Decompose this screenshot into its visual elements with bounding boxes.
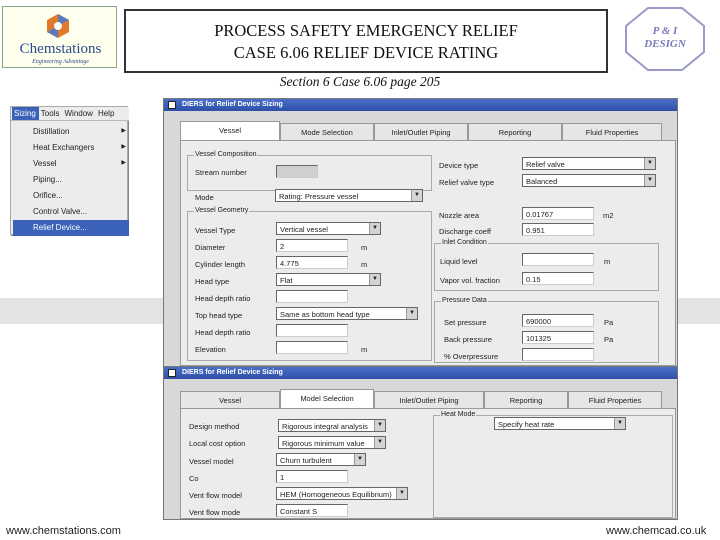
menu-item-label: Relief Device... <box>33 223 87 232</box>
tab-fluid-properties[interactable]: Fluid Properties <box>562 123 662 140</box>
chevron-down-icon[interactable]: ▼ <box>644 175 655 186</box>
relief-valve-type-label: Relief valve type <box>439 178 495 187</box>
menu-sizing[interactable]: Sizing <box>12 107 39 120</box>
vessel-panel <box>180 140 676 366</box>
menu-tools[interactable]: Tools <box>40 109 60 118</box>
head-depth-ratio-label: Head depth ratio <box>195 294 251 303</box>
discharge-coeff-field[interactable]: 0.951 <box>522 223 594 236</box>
mode-value: Rating: Pressure vessel <box>279 192 359 201</box>
elevation-field[interactable] <box>276 341 348 354</box>
vessel-geometry-group <box>187 207 432 361</box>
pid-design-badge <box>624 6 706 72</box>
nozzle-area-unit: m2 <box>603 211 614 220</box>
liquid-level-label: Liquid level <box>440 257 478 266</box>
title-line-1: PROCESS SAFETY EMERGENCY RELIEF <box>214 21 518 40</box>
tab-vessel[interactable]: Vessel <box>180 391 280 408</box>
tab-vessel[interactable]: Vessel <box>180 121 280 140</box>
vessel-type-combo[interactable] <box>276 222 381 235</box>
vessel-type-value: Vertical vessel <box>280 225 328 234</box>
set-pressure-label: Set pressure <box>444 318 487 327</box>
local-cost-value: Rigorous minimum value <box>282 439 365 448</box>
vapor-fraction-field[interactable]: 0.15 <box>522 272 594 285</box>
dialog-title: DIERS for Relief Device Sizing <box>182 101 283 108</box>
design-method-value: Rigorous integral analysis <box>282 422 368 431</box>
footer-left-url[interactable]: www.chemstations.com <box>6 525 121 537</box>
mode-combo[interactable] <box>275 189 423 202</box>
tab-reporting[interactable]: Reporting <box>468 123 562 140</box>
submenu-arrow-icon: ▶ <box>121 160 126 166</box>
group-label: Inlet Condition <box>442 239 487 246</box>
heat-mode-group <box>433 411 673 518</box>
badge-line-2: DESIGN <box>644 38 686 50</box>
chevron-down-icon[interactable]: ▼ <box>374 437 385 448</box>
inlet-condition-group <box>434 239 659 291</box>
device-type-label: Device type <box>439 161 479 170</box>
menu-item-control-valve[interactable] <box>13 204 129 220</box>
menu-item-distillation[interactable] <box>13 124 129 140</box>
diers-dialog-model-selection <box>163 366 678 520</box>
tab-fluid-properties[interactable]: Fluid Properties <box>568 391 662 408</box>
menu-item-label: Vessel <box>33 159 57 168</box>
menu-item-label: Distillation <box>33 127 70 136</box>
chevron-down-icon[interactable]: ▼ <box>644 158 655 169</box>
menu-item-label: Control Valve... <box>33 207 88 216</box>
menu-item-heat-exchangers[interactable] <box>13 140 129 156</box>
head-type-value: Flat <box>280 276 293 285</box>
diameter-field[interactable]: 2 <box>276 239 348 252</box>
design-method-combo[interactable] <box>278 419 386 432</box>
vessel-composition-group <box>187 151 432 191</box>
elevation-label: Elevation <box>195 345 226 354</box>
menu-window[interactable]: Window <box>64 109 93 118</box>
heat-mode-combo[interactable] <box>494 417 626 430</box>
diers-dialog-vessel <box>163 98 678 367</box>
diameter-unit: m <box>361 243 368 252</box>
tab-model-selection[interactable]: Model Selection <box>280 389 374 408</box>
page-subtitle: Section 6 Case 6.06 page 205 <box>279 74 441 89</box>
top-head-type-value: Same as bottom head type <box>280 310 370 319</box>
cylinder-length-unit: m <box>361 260 368 269</box>
app-icon <box>168 369 176 377</box>
chevron-down-icon[interactable]: ▼ <box>374 420 385 431</box>
chevron-down-icon[interactable]: ▼ <box>411 190 422 201</box>
group-label: Vessel Composition <box>195 151 257 158</box>
sizing-menu <box>10 106 128 235</box>
vapor-fraction-label: Vapor vol. fraction <box>440 276 500 285</box>
head-depth-ratio-field[interactable] <box>276 290 348 303</box>
head-depth-ratio-2-field[interactable] <box>276 324 348 337</box>
vent-flow-mode-label: Vent flow mode <box>189 508 241 517</box>
chevron-down-icon[interactable]: ▼ <box>369 223 380 234</box>
group-label: Vessel Geometry <box>195 207 249 214</box>
menu-item-relief-device[interactable] <box>13 220 129 236</box>
menu-item-label: Piping... <box>33 175 62 184</box>
dialog-title: DIERS for Relief Device Sizing <box>182 369 283 376</box>
menu-item-label: Heat Exchangers <box>33 143 95 152</box>
set-pressure-unit: Pa <box>604 318 614 327</box>
cylinder-length-label: Cylinder length <box>195 260 246 269</box>
vessel-model-value: Churn turbulent <box>280 456 332 465</box>
submenu-arrow-icon: ▶ <box>121 144 126 150</box>
tab-inlet-outlet-piping[interactable]: Inlet/Outlet Piping <box>374 123 468 140</box>
design-method-label: Design method <box>189 422 240 431</box>
menu-item-vessel[interactable] <box>13 156 129 172</box>
menu-item-orifice[interactable] <box>13 188 129 204</box>
chevron-down-icon[interactable]: ▼ <box>354 454 365 465</box>
diameter-label: Diameter <box>195 243 226 252</box>
vent-flow-model-value: HEM (Homogeneous Equilibrium) <box>280 490 392 499</box>
relief-valve-type-combo[interactable] <box>522 174 656 187</box>
chevron-down-icon[interactable]: ▼ <box>369 274 380 285</box>
overpressure-field[interactable] <box>522 348 594 361</box>
vent-flow-model-label: Vent flow model <box>189 491 242 500</box>
nozzle-area-label: Nozzle area <box>439 211 480 220</box>
head-depth-ratio-2-label: Head depth ratio <box>195 328 251 337</box>
app-icon <box>168 101 176 109</box>
footer-right-url[interactable]: www.chemcad.co.uk <box>606 525 707 537</box>
chemstations-logo <box>2 6 117 68</box>
badge-line-1: P & I <box>652 25 678 37</box>
stream-number-field[interactable] <box>276 165 318 178</box>
tab-mode-selection[interactable]: Mode Selection <box>280 123 374 140</box>
head-type-label: Head type <box>195 277 230 286</box>
head-type-combo[interactable] <box>276 273 381 286</box>
cylinder-length-field[interactable]: 4.775 <box>276 256 348 269</box>
vessel-model-label: Vessel model <box>189 457 234 466</box>
dialog-title-bar <box>164 367 677 379</box>
nozzle-area-field[interactable]: 0.01767 <box>522 207 594 220</box>
co-label: Co <box>189 474 199 483</box>
heat-mode-label: Heat Mode <box>441 411 476 418</box>
tab-inlet-outlet-piping[interactable]: Inlet/Outlet Piping <box>374 391 484 408</box>
logo-name: Chemstations <box>19 41 102 57</box>
overpressure-label: % Overpressure <box>444 352 499 361</box>
set-pressure-field[interactable]: 690000 <box>522 314 594 327</box>
co-field[interactable]: 1 <box>276 470 348 483</box>
heat-mode-value: Specify heat rate <box>498 420 555 429</box>
menu-item-piping[interactable] <box>13 172 129 188</box>
pressure-data-group <box>434 297 659 363</box>
local-cost-combo[interactable] <box>278 436 386 449</box>
vent-flow-mode-field[interactable]: Constant S <box>276 504 348 517</box>
relief-valve-type-value: Balanced <box>526 177 558 186</box>
vent-flow-model-combo[interactable] <box>276 487 408 500</box>
submenu-arrow-icon: ▶ <box>121 128 126 134</box>
chevron-down-icon[interactable]: ▼ <box>406 308 417 319</box>
back-pressure-field[interactable]: 101325 <box>522 331 594 344</box>
elevation-unit: m <box>361 345 368 354</box>
model-selection-panel <box>180 408 676 519</box>
menu-help[interactable]: Help <box>97 109 115 118</box>
back-pressure-label: Back pressure <box>444 335 492 344</box>
top-head-type-label: Top head type <box>195 311 243 320</box>
chevron-down-icon[interactable]: ▼ <box>396 488 407 499</box>
tab-reporting[interactable]: Reporting <box>484 391 568 408</box>
logo-tagline: Engineering Advantage <box>32 59 89 65</box>
top-head-type-combo[interactable] <box>276 307 418 320</box>
logo-mark-icon <box>45 13 71 39</box>
vessel-model-combo[interactable] <box>276 453 366 466</box>
back-pressure-unit: Pa <box>604 335 614 344</box>
discharge-coeff-label: Discharge coeff <box>439 227 491 236</box>
device-type-combo[interactable] <box>522 157 656 170</box>
menu-item-label: Orifice... <box>33 191 63 200</box>
title-line-2: CASE 6.06 RELIEF DEVICE RATING <box>233 43 499 62</box>
menu-bar <box>11 107 129 121</box>
stream-number-label: Stream number <box>195 168 247 177</box>
group-label: Pressure Data <box>442 297 487 304</box>
liquid-level-field[interactable] <box>522 253 594 266</box>
dialog-title-bar <box>164 99 677 111</box>
device-type-value: Relief valve <box>526 160 565 169</box>
local-cost-label: Local cost option <box>189 439 246 448</box>
liquid-level-unit: m <box>604 257 611 266</box>
slide-title <box>124 9 608 73</box>
vessel-type-label: Vessel Type <box>195 226 236 235</box>
mode-label: Mode <box>195 193 214 202</box>
chevron-down-icon[interactable]: ▼ <box>614 418 625 429</box>
